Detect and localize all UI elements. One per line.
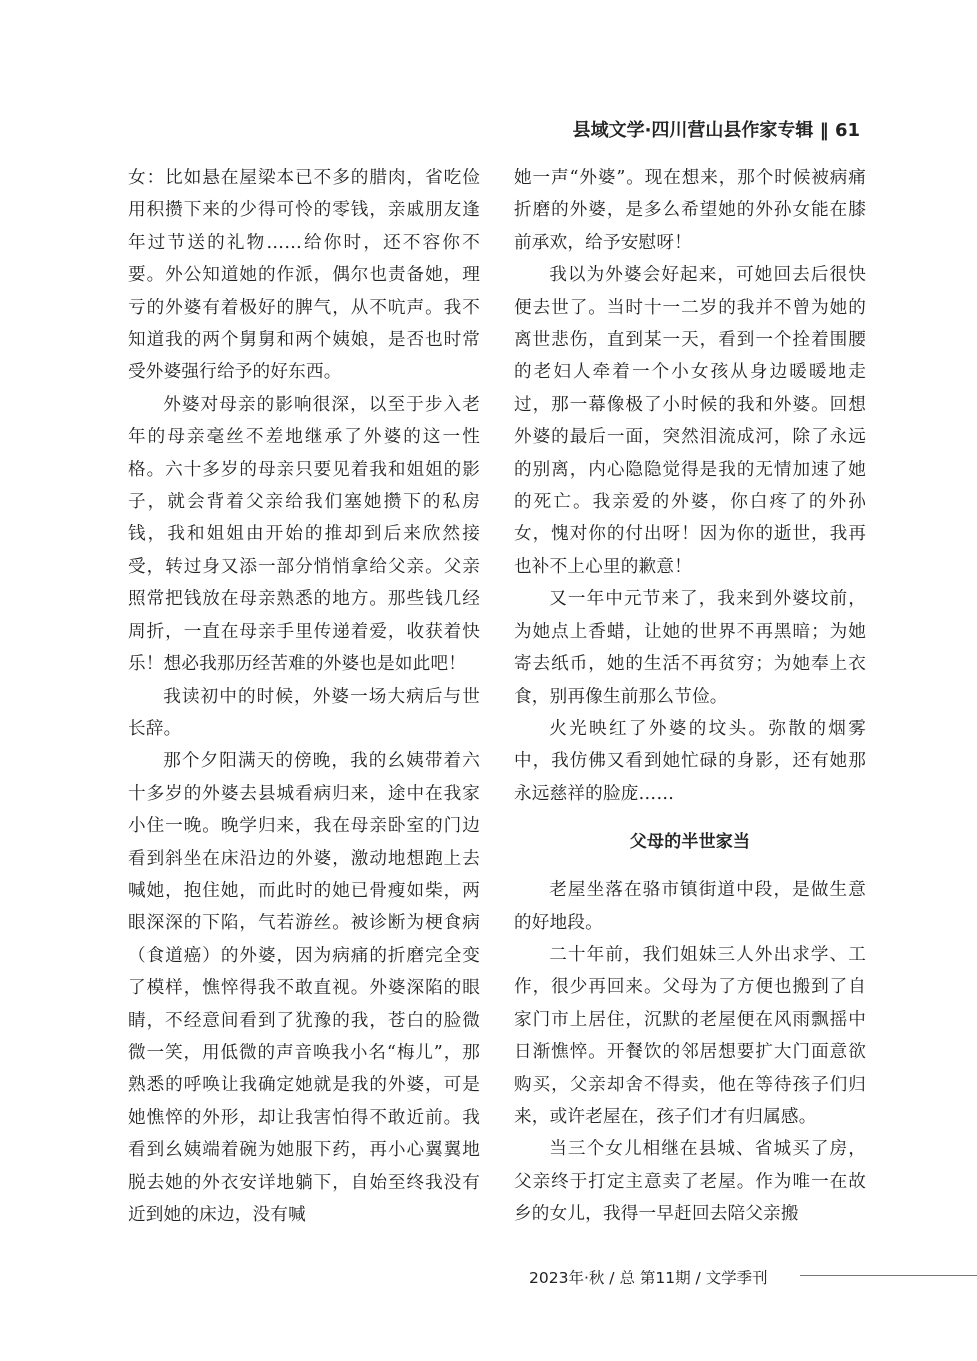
paragraph: 女：比如悬在屋梁本已不多的腊肉，省吃俭用积攒下来的少得可怜的零钱，亲戚朋友逢年过节送的礼物……给你时，还不容你不要。外公知道她的作派，偶尔也责备她，理亏的外婆有着极好的脾气，从不吭声。我不知道我的两个舅舅和两个姨娘，是否也时常受外婆强行给予的好东西。 — [128, 168, 480, 383]
paragraph: 我以为外婆会好起来，可她回去后很快便去世了。当时十一二岁的我并不曾为她的离世悲伤，直到某一天，看到一个拴着围腰的老妇人牵着一个小女孩从身边暖暖地走过，那一幕像极了小时候的我和外婆。回想外婆的最后一面，突然泪流成河，除了永远的别离，内心隐隐觉得是我的无情加速了她的死亡。我亲爱的外婆，你白疼了的外孙女，愧对你的付出呀！因为你的逝世，我再也补不上心里的歉意！ — [514, 265, 866, 577]
paragraph: 那个夕阳满天的傍晚，我的幺姨带着六十多岁的外婆去县城看病归来，途中在我家小住一晚。晚学归来，我在母亲卧室的门边看到斜坐在床沿边的外婆，激动地想跑上去喊她，抱住她，而此时的她已骨瘦如柴，两眼深深的下陷，气若游丝。被诊断为梗食病（食道癌）的外婆，因为病痛的折磨完全变了模样，憔悴得我不敢直视。外婆深陷的眼睛，不经意间看到了犹豫的我，苍白的脸微微一笑，用低微的声音唤我小名“梅儿”，那熟悉的呼唤让我确定她就是我的外婆，可是她憔悴的外形，却让我害怕得不敢近前。我看到幺姨端着碗为她服下药，再小心翼翼地脱去她的外衣安详地躺下，自始至终我没有近到她的床边，没有喊 — [128, 751, 480, 1225]
running-header: 县域文学·四川营山县作家专辑 ‖ 61 — [572, 120, 860, 141]
paragraph: 老屋坐落在骆市镇街道中段，是做生意的好地段。 — [514, 880, 866, 933]
paragraph: 火光映红了外婆的坟头。弥散的烟雾中，我仿佛又看到她忙碌的身影，还有她那永远慈祥的脸庞…… — [514, 718, 866, 804]
paragraph: 二十年前，我们姐妹三人外出求学、工作，很少再回来。父母为了方便也搬到了自家门市上居住，沉默的老屋便在风雨飘摇中日渐憔悴。开餐饮的邻居想要扩大门面意欲购买，父亲却舍不得卖，他在等待孩子们归来，或许老屋在，孩子们才有归属感。 — [514, 944, 866, 1127]
footer-rule — [800, 1275, 977, 1276]
left-column — [128, 162, 480, 1231]
paragraph: 当三个女儿相继在县城、省城买了房，父亲终于打定主意卖了老屋。作为唯一在故乡的女儿，我得一早赶回去陪父亲搬 — [514, 1139, 866, 1225]
section-title: 父母的半世家当 — [629, 832, 751, 853]
paragraph: 我读初中的时候，外婆一场大病后与世长辞。 — [128, 686, 480, 739]
paragraph: 外婆对母亲的影响很深，以至于步入老年的母亲毫丝不差地继承了外婆的这一性格。六十多岁的母亲只要见着我和姐姐的影子，就会背着父亲给我们塞她攒下的私房钱，我和姐姐由开始的推却到后来欣然接受，转过身又添一部分悄悄拿给父亲。父亲照常把钱放在母亲熟悉的地方。那些钱几经周折，一直在母亲手里传递着爱，收获着快乐！想必我那历经苦难的外婆也是如此吧！ — [128, 394, 480, 675]
paragraph: 又一年中元节来了，我来到外婆坟前，为她点上香蜡，让她的世界不再黑暗；为她寄去纸币，她的生活不再贫穷；为她奉上衣食，别再像生前那么节俭。 — [514, 589, 866, 707]
page-footer: 2023年·秋 / 总 第11期 / 文学季刊 — [529, 1269, 768, 1287]
paragraph: 她一声“外婆”。现在想来，那个时候被病痛折磨的外婆，是多么希望她的外孙女能在膝前承欢，给予安慰呀！ — [514, 168, 866, 253]
right-column — [514, 162, 866, 1231]
